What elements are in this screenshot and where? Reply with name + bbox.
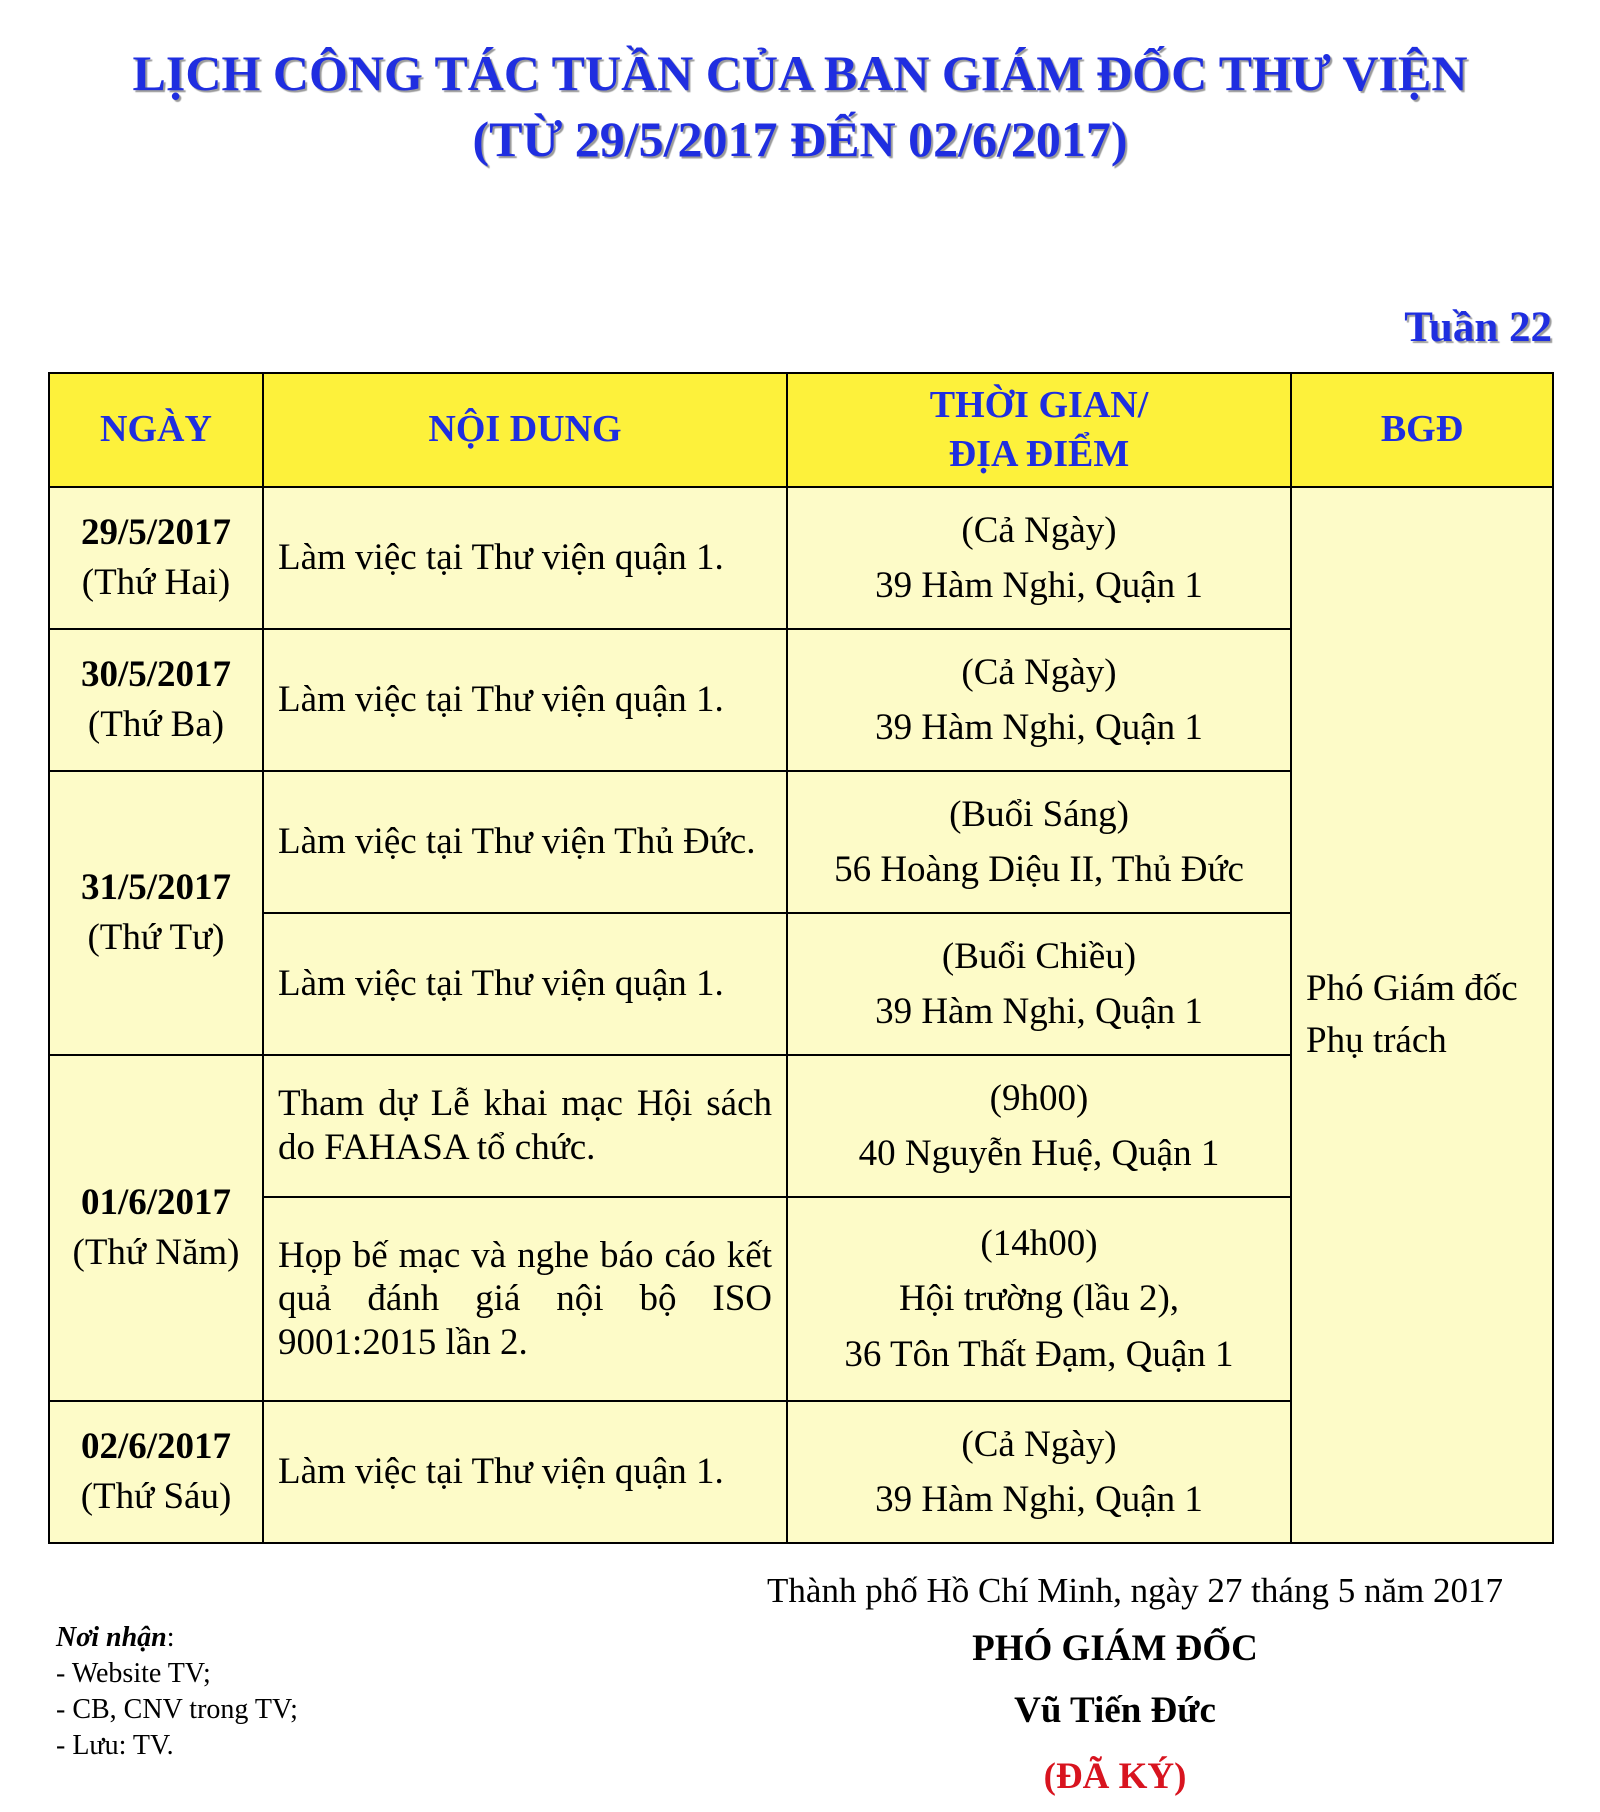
recipients-heading: Nơi nhận xyxy=(56,1622,167,1653)
place-line2: 36 Tôn Thất Đạm, Quận 1 xyxy=(844,1333,1234,1375)
place: Hội trường (lầu 2), xyxy=(898,1278,1180,1320)
time-place-cell xyxy=(787,629,1291,771)
header-time-line1: THỜI GIAN/ xyxy=(929,383,1149,426)
week-label: Tuần 22 xyxy=(1404,304,1552,351)
weekday: (Thứ Ba) xyxy=(87,704,225,745)
place: 39 Hàm Nghi, Quận 1 xyxy=(875,707,1203,748)
recipient-item: - CB, CNV trong TV; xyxy=(56,1694,298,1725)
table-row xyxy=(49,487,1553,629)
table-header-row xyxy=(49,373,1553,487)
place-date-line: Thành phố Hồ Chí Minh, ngày 27 tháng 5 năm 2017 xyxy=(767,1571,1503,1610)
date: 30/5/2017 xyxy=(80,654,232,696)
schedule-table xyxy=(48,372,1554,1544)
weekday: (Thứ Năm) xyxy=(72,1232,240,1273)
content-cell: Làm việc tại Thư viện quận 1. xyxy=(263,913,787,1055)
header-time-line2: ĐỊA ĐIỂM xyxy=(948,433,1130,475)
document-title: LỊCH CÔNG TÁC TUẦN CỦA BAN GIÁM ĐỐC THƯ VIỆN xyxy=(132,45,1468,101)
recipient-item: - Lưu: TV. xyxy=(56,1730,174,1761)
day-cell xyxy=(49,487,263,629)
signer-role: PHÓ GIÁM ĐỐC xyxy=(972,1628,1258,1669)
content-cell: Làm việc tại Thư viện quận 1. xyxy=(263,1401,787,1543)
time-place-cell xyxy=(787,913,1291,1055)
time-place-cell xyxy=(787,1401,1291,1543)
time-place-cell xyxy=(787,487,1291,629)
time-place-cell xyxy=(787,1197,1291,1401)
bgd-line2: Phụ trách xyxy=(1306,1020,1447,1061)
content-cell: Họp bế mạc và nghe báo cáo kết quả đánh giá nội bộ ISO 9001:2015 lần 2. xyxy=(263,1197,787,1401)
place: 39 Hàm Nghi, Quận 1 xyxy=(875,1479,1203,1520)
header-bgd: BGĐ xyxy=(1291,373,1553,487)
time: (Buổi Chiều) xyxy=(941,935,1137,977)
weekday: (Thứ Hai) xyxy=(81,562,231,603)
time: (Cả Ngày) xyxy=(961,509,1117,551)
place: 40 Nguyễn Huệ, Quận 1 xyxy=(858,1133,1220,1174)
date: 02/6/2017 xyxy=(80,1426,232,1468)
bgd-line1: Phó Giám đốc xyxy=(1306,968,1518,1010)
time: (Cả Ngày) xyxy=(961,651,1117,693)
time-place-cell xyxy=(787,1055,1291,1197)
time-place-cell xyxy=(787,771,1291,913)
day-cell xyxy=(49,1055,263,1401)
place: 39 Hàm Nghi, Quận 1 xyxy=(875,565,1203,606)
recipients-block xyxy=(56,1620,298,1764)
document-subtitle-dates: (TỪ 29/5/2017 ĐẾN 02/6/2017) xyxy=(472,111,1128,167)
signer-name: Vũ Tiến Đức xyxy=(1014,1690,1216,1731)
place: 56 Hoàng Diệu II, Thủ Đức xyxy=(834,849,1244,890)
bgd-cell xyxy=(1291,487,1553,1543)
day-cell xyxy=(49,771,263,1055)
header-day: NGÀY xyxy=(49,373,263,487)
time: (9h00) xyxy=(989,1077,1089,1119)
header-time-place xyxy=(787,373,1291,487)
weekday: (Thứ Sáu) xyxy=(80,1476,232,1517)
content-cell: Làm việc tại Thư viện quận 1. xyxy=(263,629,787,771)
place: 39 Hàm Nghi, Quận 1 xyxy=(875,991,1203,1032)
day-cell xyxy=(49,1401,263,1543)
content-cell: Tham dự Lễ khai mạc Hội sách do FAHASA tổ chức. xyxy=(263,1055,787,1197)
recipients-colon: : xyxy=(166,1622,175,1653)
weekday: (Thứ Tư) xyxy=(87,917,225,958)
date: 01/6/2017 xyxy=(80,1182,232,1224)
recipient-item: - Website TV; xyxy=(56,1658,211,1689)
time: (14h00) xyxy=(980,1222,1098,1264)
signed-note: (ĐÃ KÝ) xyxy=(1043,1756,1187,1797)
date: 29/5/2017 xyxy=(80,512,232,554)
content-cell: Làm việc tại Thư viện Thủ Đức. xyxy=(263,771,787,913)
time: (Cả Ngày) xyxy=(961,1423,1117,1465)
content-cell: Làm việc tại Thư viện quận 1. xyxy=(263,487,787,629)
day-cell xyxy=(49,629,263,771)
date: 31/5/2017 xyxy=(80,867,232,909)
header-content: NỘI DUNG xyxy=(263,373,787,487)
time: (Buổi Sáng) xyxy=(949,793,1129,835)
